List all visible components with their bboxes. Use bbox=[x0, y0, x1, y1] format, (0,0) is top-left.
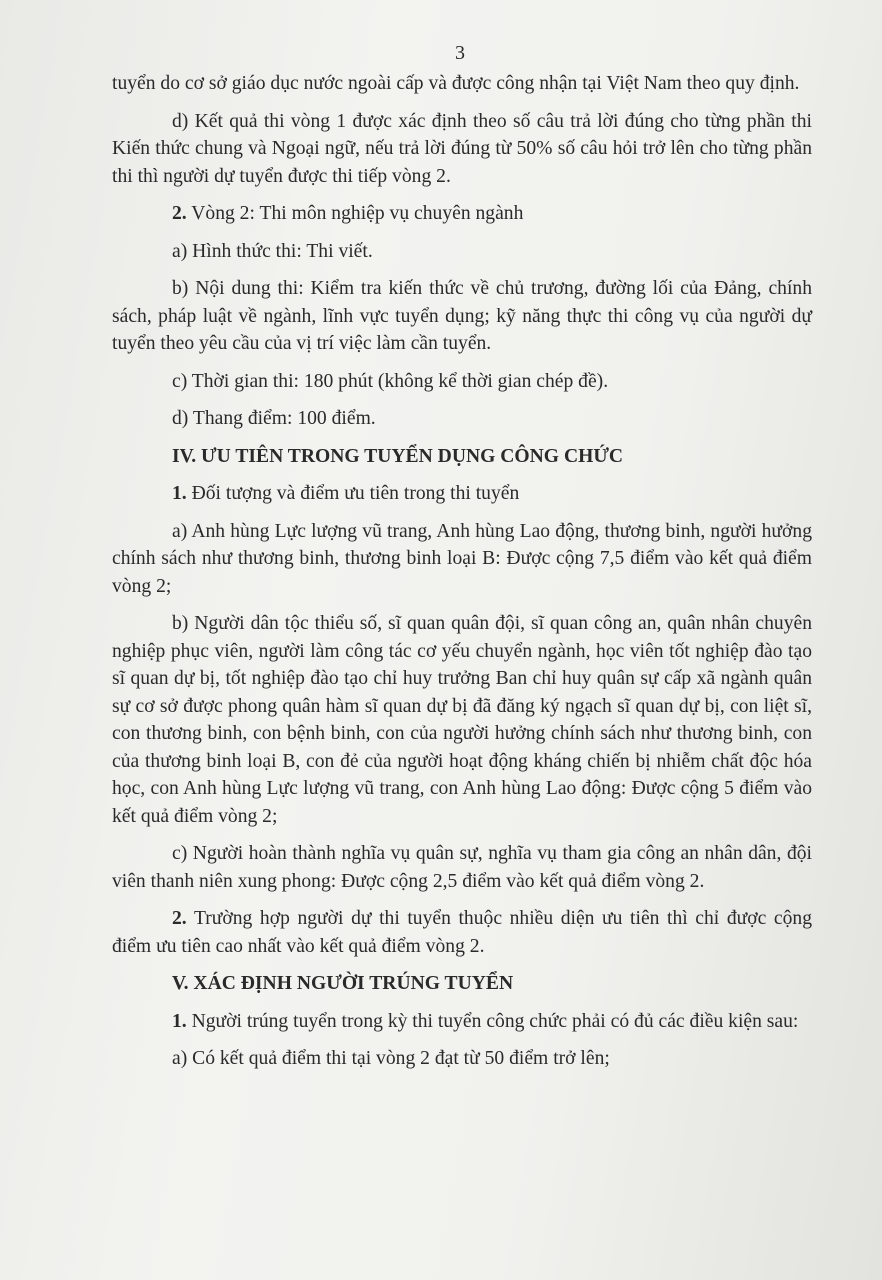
paragraph: d) Kết quả thi vòng 1 được xác định theo số câu trả lời đúng cho từng phần thi Kiến thức chung và Ngoại ngữ, nếu trả lời đúng từ 50% số câu hỏi trở lên cho từng phần thi thì người dự tuyển được thi tiếp vòng 2. bbox=[112, 110, 812, 187]
paragraph: c) Thời gian thi: 180 phút (không kể thời gian chép đề). bbox=[172, 370, 609, 392]
page-number: 3 bbox=[455, 42, 465, 64]
item-number: 2. bbox=[172, 908, 187, 929]
item-number: 2. bbox=[172, 203, 187, 224]
paragraph: a) Có kết quả điểm thi tại vòng 2 đạt từ 50 điểm trở lên; bbox=[172, 1048, 610, 1069]
paragraph-text: Trường hợp người dự thi tuyển thuộc nhiều diện ưu tiên thì chỉ được cộng điểm ưu tiên cao nhất vào kết quả điểm vòng 2. bbox=[112, 908, 812, 957]
paragraph: a) Hình thức thi: Thi viết. bbox=[172, 240, 373, 262]
paragraph bbox=[112, 905, 812, 960]
paragraph: tuyển do cơ sở giáo dục nước ngoài cấp và được công nhận tại Việt Nam theo quy định. bbox=[112, 73, 800, 94]
paragraph: d) Thang điểm: 100 điểm. bbox=[172, 408, 376, 429]
paragraph bbox=[112, 1008, 812, 1036]
paragraph bbox=[112, 480, 812, 508]
item-number: 1. bbox=[172, 483, 187, 504]
document-body bbox=[112, 70, 812, 1083]
item-number: 1. bbox=[172, 1010, 187, 1032]
paragraph: a) Anh hùng Lực lượng vũ trang, Anh hùng Lao động, thương binh, người hưởng chính sách như thương binh, thương binh loại B: Được cộng 7,5 điểm vào kết quả điểm vòng 2; bbox=[112, 520, 812, 597]
paragraph bbox=[112, 200, 812, 228]
paragraph: b) Người dân tộc thiểu số, sĩ quan quân đội, sĩ quan công an, quân nhân chuyên nghiệp phục viên, người làm công tác cơ yếu chuyển ngành, học viên tốt nghiệp đào tạo sĩ quan dự bị, tốt nghiệp đào tạo chỉ huy trưởng Ban chỉ huy quân sự cấp xã ngành quân sự cơ sở được phong quân hàm sĩ quan dự bị đã đăng ký ngạch sĩ quan dự bị, con liệt sĩ, con thương binh, con bệnh binh, con của người hưởng chính sách như thương binh, con của thương binh loại B, con đẻ của người hoạt động kháng chiến bị nhiễm chất độc hóa học, con Anh hùng Lực lượng vũ trang, con Anh hùng Lao động: Được cộng 5 điểm vào kết quả điểm vòng 2; bbox=[112, 613, 812, 827]
section-heading: V. XÁC ĐỊNH NGƯỜI TRÚNG TUYỂN bbox=[172, 973, 514, 994]
paragraph-text: Đối tượng và điểm ưu tiên trong thi tuyển bbox=[186, 483, 520, 504]
paragraph: c) Người hoàn thành nghĩa vụ quân sự, nghĩa vụ tham gia công an nhân dân, đội viên thanh niên xung phong: Được cộng 2,5 điểm vào kết quả điểm vòng 2. bbox=[112, 843, 812, 892]
paragraph-text: Vòng 2: Thi môn nghiệp vụ chuyên ngành bbox=[186, 203, 524, 224]
paragraph-text: Người trúng tuyển trong kỳ thi tuyển công chức phải có đủ các điều kiện sau: bbox=[186, 1010, 799, 1032]
paragraph: b) Nội dung thi: Kiểm tra kiến thức về chủ trương, đường lối của Đảng, chính sách, pháp luật về ngành, lĩnh vực tuyển dụng; kỹ năng thực thi công vụ của người dự tuyển theo yêu cầu của vị trí việc làm cần tuyển. bbox=[112, 278, 812, 354]
section-heading: IV. ƯU TIÊN TRONG TUYỂN DỤNG CÔNG CHỨC bbox=[172, 445, 624, 467]
